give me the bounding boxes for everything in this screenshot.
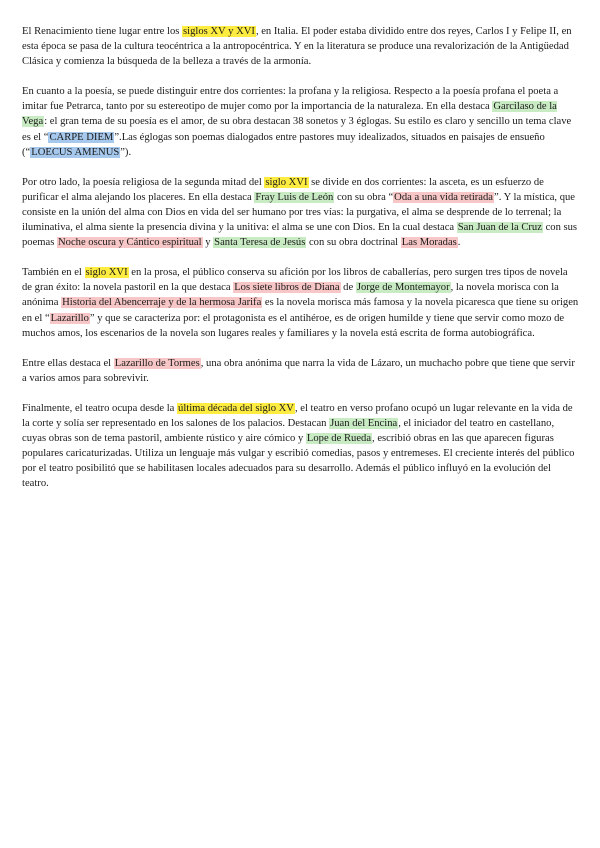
highlight-fray-luis: Fray Luis de León [255,191,334,203]
highlight-lazarillo-tormes: Lazarillo de Tormes [114,357,200,369]
text-run: ”. Y la mística, que consiste en la unión del alma con Dios en vida del ser humano por tres vías: la purgativa, el alma se desprende de lo terrenal; la iluminativa, el alma siente la presencia divina y la unitiva: el alma se une con Dios. En la cual destaca [22,191,575,234]
text-run: con su obra doctrinal [306,237,401,249]
highlight-ultima-decada: última década del siglo XV [178,402,294,414]
highlight-lope-rueda: Lope de Rueda [306,433,372,445]
text-run: En cuanto a la poesía, se puede distinguir entre dos corrientes: la profana y la religiosa. Respecto a la poesía profana el poeta a imitar fue Petrarca, tanto por su estereotipo de mujer como por la importancia de la naturaleza. En ella destaca [22,86,559,113]
highlight-siglo-xvi-2: siglo XVI [85,267,128,279]
text-run: ”). [120,146,132,158]
highlight-abencerraje: Historia del Abencerraje y de la hermosa Jarifa [62,297,262,309]
paragraph-poesia-religiosa [22,175,580,250]
text-run: También en el [22,267,85,279]
highlight-santa-teresa: Santa Teresa de Jesús [214,237,306,249]
highlight-siete-libros-diana: Los siete libros de Diana [234,282,340,294]
text-run: . [457,237,461,249]
text-run: , escribió obras en las que aparecen figuras populares caricaturizadas. Utiliza un lenguaje más vulgar y escribió comedias, pasos y entremeses. El creciente interés del público por el teatro posibilitó que se habilitasen locales adecuados para su desarrollo. Además el público influyó en la evolución del teatro. [22,433,575,490]
paragraph-lazarillo [22,356,580,386]
text-run: en la prosa, el público conserva su afición por los libros de caballerías, pero surgen tres tipos de novela de gran éxito: la novela pastoril en la que destaca [22,267,568,294]
text-run: Finalmente, el teatro ocupa desde la [22,402,178,414]
paragraph-prosa [22,265,580,340]
paragraph-teatro [22,401,580,492]
text-run: Por otro lado, la poesía religiosa de la segunda mitad del [22,176,265,188]
highlight-locus-amenus: LOECUS AMENUS [31,146,120,158]
text-run: ” y que se caracteriza por: el protagonista es el antihéroe, es de origen humilde y tiene que servir como mozo de muchos amos, los escenarios de la novela son lugares reales y familiares y la novela está escrita de forma autobiográfica. [22,312,565,339]
text-run: de [340,282,356,294]
text-run: con sus poemas [22,222,578,249]
text-run: : el gran tema de su poesía es el amor, de su obra destacan 38 sonetos y 3 églogas. Su estilo es claro y sencillo un tema clave es el “ [22,116,572,143]
highlight-san-juan: San Juan de la Cruz [457,222,542,234]
text-run: , el iniciador del teatro en castellano, cuyas obras son de tema pastoril, ambiente rústico y aire cómico y [22,417,555,445]
text-run: se divide en dos corrientes: la asceta, es un esfuerzo de purificar el alma alejando los placeres. En ella destaca [22,176,544,203]
text-run: es la novela morisca más famosa y la novela picaresca que tiene su origen en el “ [22,297,579,324]
text-run: , la novela morisca con la anónima [22,282,559,309]
text-run: , en Italia. El poder estaba dividido entre dos reyes, Carlos I y Felipe II, en esta época se pasa de la cultura teocéntrica a la antropocéntrica. Y en la literatura se produce una revalorización de la Antigüedad Clásica y comienza la búsqueda de la belleza a través de la armonía. [22,26,572,68]
text-run: ”.Las églogas son poemas dialogados entre pastores muy idealizados, situados en paisajes de ensueño (“ [22,131,545,158]
paragraph-poesia-profana [22,84,580,159]
text-run: y [202,237,214,249]
highlight-siglos-xv-xvi: siglos XV y XVI [183,26,255,37]
text-run: , el teatro en verso profano ocupó un lugar relevante en la vida de la corte y solía ser representado en los salones de los palacios. Destacan [22,402,573,429]
highlight-las-moradas: Las Moradas [401,237,457,249]
highlight-juan-encina: Juan del Encina [330,417,398,429]
highlight-carpe-diem: CARPE DIEM [49,131,114,143]
text-run: , una obra anónima que narra la vida de Lázaro, un muchacho pobre que tiene que servir a varios amos para sobrevivir. [22,357,575,384]
text-run: El Renacimiento tiene lugar entre los [22,26,183,37]
document-page [22,24,580,506]
text-run: con su obra “ [334,191,394,203]
highlight-lazarillo-1: Lazarillo [50,312,89,324]
highlight-garcilaso: Garcilaso de la Vega [22,101,557,128]
paragraph-renacimiento-intro [22,24,580,69]
highlight-oda-vida-retirada: Oda a una vida retirada [394,191,493,203]
text-run: Entre ellas destaca el [22,357,114,369]
highlight-jorge-montemayor: Jorge de Montemayor [356,282,450,294]
highlight-siglo-xvi-1: siglo XVI [265,176,308,188]
highlight-noche-oscura: Noche oscura y Cántico espiritual [58,237,202,249]
